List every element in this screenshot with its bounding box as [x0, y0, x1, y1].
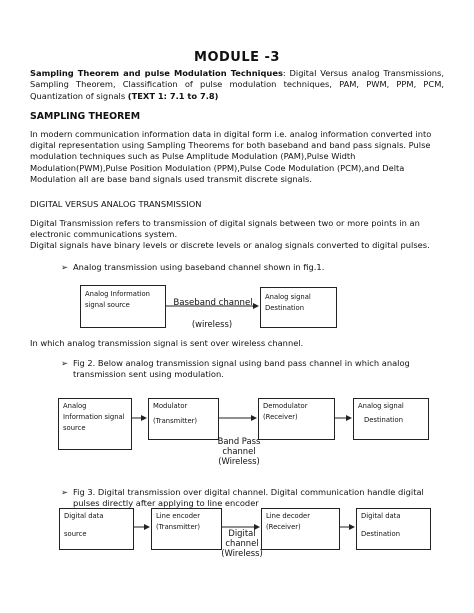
bullet-fig3	[61, 487, 443, 509]
bullet-fig3-text: Fig 3. Digital transmission over digital channel. Digital communication handle digital pulses directly after applying to line encoder	[73, 487, 424, 508]
fig2-receiver-label: (Receiver)	[263, 413, 298, 421]
intro-text: : Digital Versus analog Transmissions, Sampling Theorem, Classification of pulse modulation techniques, PAM, PWM, PPM, PCM, Quantization of signals	[30, 68, 444, 101]
fig2-demodulator-label: Demodulator	[263, 402, 308, 410]
fig3-destination-sub: Destination	[361, 530, 401, 538]
fig3-line-encoder-box	[151, 508, 222, 550]
arrow-bullet-icon: ➢	[61, 262, 68, 272]
intro-text-reference: (TEXT 1: 7.1 to 7.8)	[127, 90, 219, 101]
fig2-demodulator-box	[258, 398, 335, 440]
fig3-transmitter-label: (Transmitter)	[156, 523, 201, 531]
intro-bold-lead: Sampling Theorem and pulse Modulation Techniques	[30, 68, 283, 78]
paragraph-digital-transmission: Digital Transmission refers to transmission of digital signals between two or more points in an electronic communications system.	[30, 218, 420, 240]
fig3-line-decoder-label: Line decoder	[266, 512, 311, 520]
fig2-channel-label: Band Pass channel (Wireless)	[217, 436, 261, 466]
fig2-destination-sub: Destination	[364, 416, 404, 424]
fig2-source-box: Analog Information signal source	[58, 398, 132, 450]
subheading-digital-vs-analog: DIGITAL VERSUS ANALOG TRANSMISSION	[30, 199, 202, 209]
fig3-destination-box	[356, 508, 431, 550]
bullet-fig1-text: Analog transmission using baseband channel shown in fig.1.	[73, 262, 325, 272]
paragraph-sampling: In modern communication information data in digital form i.e. analog information converted into digital representation using Sampling Theorems for both baseband and band pass signals. Pulse modulation techniques such as Pulse Amplitude Modulation (PAM),Pulse Width Modulation(PWM),Pulse Position Modulation (PPM),Pulse Code Modulation (PCM),and Delta Modulation all are base band signals used transmit discrete signals.	[30, 129, 432, 184]
fig1-wireless-label: (wireless)	[191, 319, 233, 329]
fig3-line-decoder-box	[261, 508, 340, 550]
bullet-fig2-text: Fig 2. Below analog transmission signal using band pass channel in which analog transmission sent using modulation.	[73, 358, 410, 379]
fig1-destination-box: Analog signal Destination	[260, 287, 337, 328]
fig3-channel-label: Digital channel (Wireless)	[221, 528, 263, 558]
arrow-bullet-icon: ➢	[61, 358, 68, 368]
fig1-channel-label: Baseband channel	[173, 298, 253, 308]
fig2-destination-label: Analog signal	[358, 402, 404, 410]
fig3-line-encoder-label: Line encoder	[156, 512, 201, 520]
fig2-destination-box	[353, 398, 429, 440]
fig3-destination-label: Digital data	[361, 512, 401, 520]
fig2-modulator-label: Modulator	[153, 402, 188, 410]
fig3-receiver-label: (Receiver)	[266, 523, 301, 531]
fig3-source-box	[59, 508, 134, 550]
fig3-source-label: Digital data	[64, 512, 104, 520]
fig3-source-sub: source	[64, 530, 87, 538]
fig2-modulator-box	[148, 398, 219, 440]
paragraph-wireless: In which analog transmission signal is sent over wireless channel.	[30, 338, 304, 348]
arrow-bullet-icon: ➢	[61, 487, 68, 497]
page-title: MODULE -3	[194, 50, 280, 65]
section-heading: SAMPLING THEOREM	[30, 111, 141, 122]
paragraph-digital-signals: Digital signals have binary levels or discrete levels or analog signals converted to digital pulses.	[30, 240, 430, 250]
fig1-source-box: Analog Information signal source	[80, 285, 166, 328]
fig2-transmitter-label: (Transmitter)	[153, 417, 198, 425]
bullet-fig2	[61, 358, 443, 380]
